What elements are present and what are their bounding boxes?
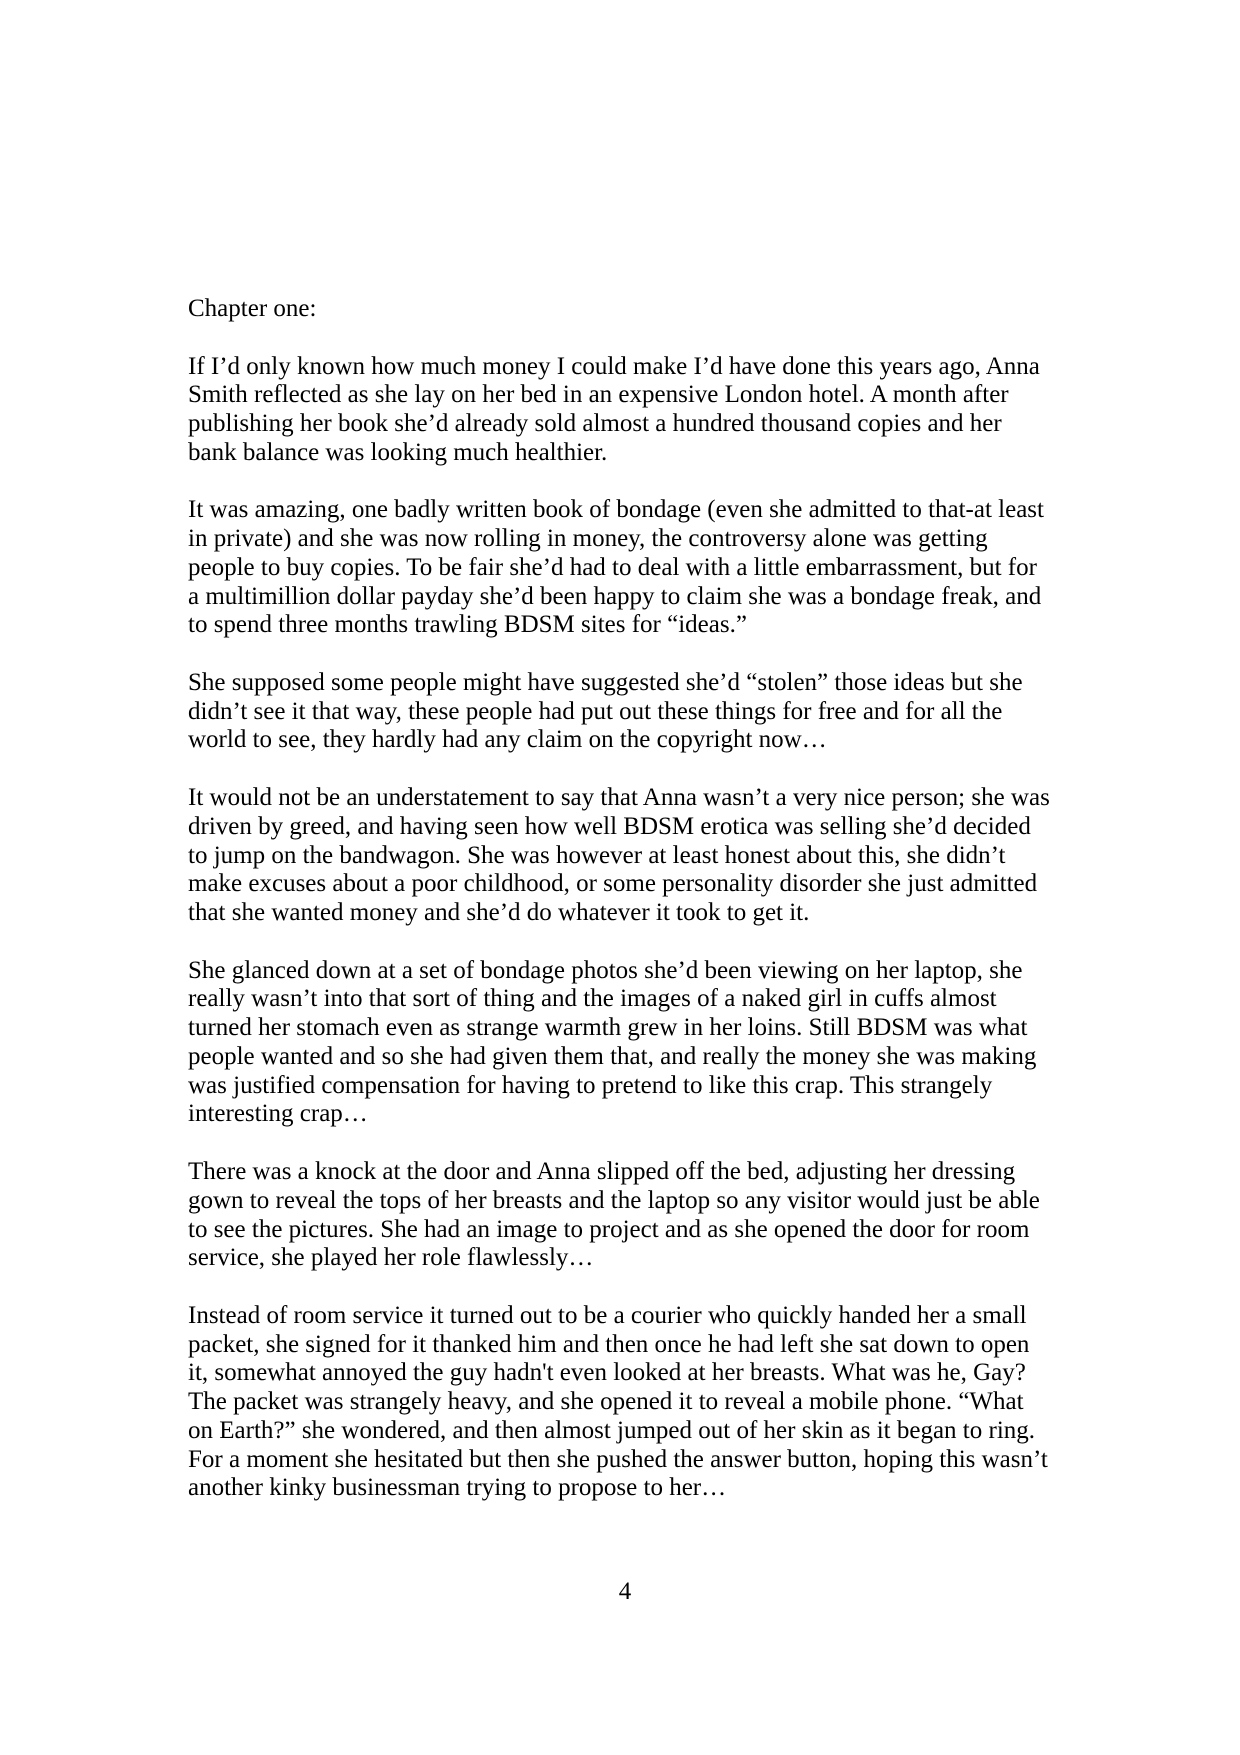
text-line: people to buy copies. To be fair she’d had to deal with a little embarrassment, but for [188, 553, 1037, 581]
text-line: to jump on the bandwagon. She was however at least honest about this, she didn’t [188, 841, 1006, 869]
text-line: to spend three months trawling BDSM sites for “ideas.” [188, 611, 747, 639]
text-line: driven by greed, and having seen how well BDSM erotica was selling she’d decided [188, 812, 1031, 840]
paragraph-spacer [188, 755, 1050, 784]
text-line: make excuses about a poor childhood, or some personality disorder she just admitted [188, 870, 1038, 898]
text-line: Instead of room service it turned out to be a courier who quickly handed her a small [188, 1301, 1027, 1329]
text-line: in private) and she was now rolling in money, the controversy alone was getting [188, 525, 988, 553]
paragraph-spacer [188, 468, 1050, 497]
text-line: it, somewhat annoyed the guy hadn't even looked at her breasts. What was he, Gay? [188, 1359, 1026, 1387]
text-line: gown to reveal the tops of her breasts and the laptop so any visitor would just be able [188, 1186, 1040, 1214]
text-line: really wasn’t into that sort of thing and the images of a naked girl in cuffs almost [188, 985, 997, 1013]
text-line: another kinky businessman trying to propose to her… [188, 1474, 727, 1502]
text-line: publishing her book she’d already sold almost a hundred thousand copies and her [188, 410, 1002, 438]
paragraph-spacer [188, 928, 1050, 957]
text-line: didn’t see it that way, these people had put out these things for free and for all the [188, 697, 1003, 725]
text-line: a multimillion dollar payday she’d been happy to claim she was a bondage freak, and [188, 582, 1042, 610]
paragraph [188, 784, 1050, 928]
paragraph-spacer [188, 1273, 1050, 1302]
paragraph [188, 1158, 1050, 1273]
text-line: interesting crap… [188, 1100, 368, 1128]
text-line: service, she played her role flawlessly… [188, 1244, 594, 1272]
text-line: on Earth?” she wondered, and then almost jumped out of her skin as it began to ring. [188, 1416, 1036, 1444]
chapter-title: Chapter one: [188, 295, 317, 322]
paragraph [188, 353, 1050, 468]
text-line: There was a knock at the door and Anna slipped off the bed, adjusting her dressing [188, 1157, 1016, 1185]
text-line: For a moment she hesitated but then she pushed the answer button, hoping this wasn’t [188, 1445, 1048, 1473]
paragraph-spacer [188, 640, 1050, 669]
paragraph [188, 496, 1050, 640]
text-line: Smith reflected as she lay on her bed in an expensive London hotel. A month after [188, 381, 1009, 409]
page-number: 4 [618, 1578, 632, 1605]
paragraph-spacer [188, 324, 1050, 353]
text-line: It was amazing, one badly written book of bondage (even she admitted to that-at least [188, 496, 1044, 524]
body-text [188, 295, 1050, 1503]
text-line: people wanted and so she had given them that, and really the money she was making [188, 1042, 1037, 1070]
text-line: was justified compensation for having to pretend to like this crap. This strangely [188, 1071, 993, 1099]
paragraphs [188, 324, 1050, 1503]
paragraph-spacer [188, 1129, 1050, 1158]
text-line: that she wanted money and she’d do whatever it took to get it. [188, 899, 810, 927]
text-line: If I’d only known how much money I could make I’d have done this years ago, Anna [188, 352, 1040, 380]
paragraph [188, 957, 1050, 1130]
text-line: bank balance was looking much healthier. [188, 438, 608, 466]
text-line: turned her stomach even as strange warmth grew in her loins. Still BDSM was what [188, 1014, 1028, 1042]
text-line: packet, she signed for it thanked him and then once he had left she sat down to open [188, 1330, 1030, 1358]
text-line: The packet was strangely heavy, and she opened it to reveal a mobile phone. “What [188, 1388, 1024, 1416]
paragraph [188, 1302, 1050, 1503]
text-line: to see the pictures. She had an image to project and as she opened the door for room [188, 1215, 1030, 1243]
text-line: She glanced down at a set of bondage photos she’d been viewing on her laptop, she [188, 956, 1023, 984]
paragraph [188, 669, 1050, 755]
text-line: She supposed some people might have suggested she’d “stolen” those ideas but she [188, 668, 1023, 696]
text-line: world to see, they hardly had any claim on the copyright now… [188, 726, 827, 754]
text-line: It would not be an understatement to say that Anna wasn’t a very nice person; she was [188, 784, 1050, 812]
